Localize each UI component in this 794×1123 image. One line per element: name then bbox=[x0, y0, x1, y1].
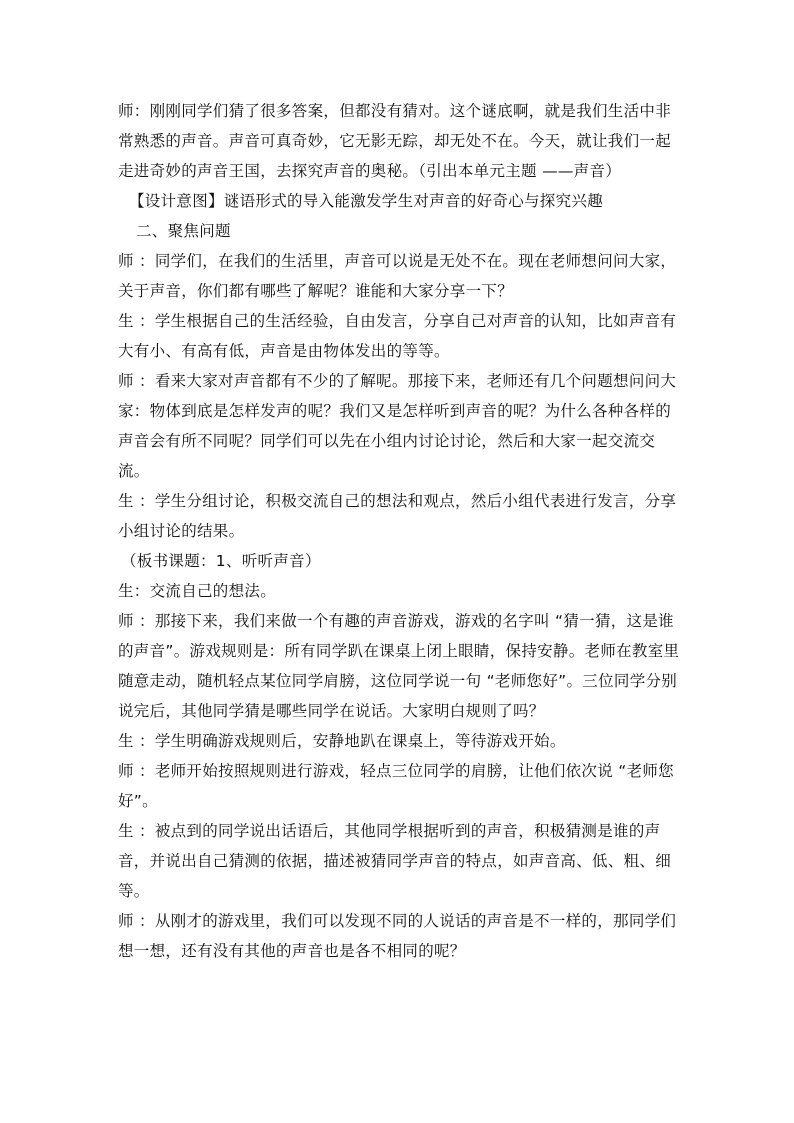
paragraph-teacher-question: 师 ：同学们，在我们的生活里，声音可以说是无处不在。现在老师想问问大家，关于声音，你们都有哪些了解呢？谁能和大家分享一下？ bbox=[118, 252, 677, 300]
section-heading-focus-questions: 二、聚焦问题 bbox=[136, 222, 231, 240]
paragraph-student-group: 生 ：学生分组讨论，积极交流自己的想法和观点，然后小组代表进行发言，分享小组讨论的结果。 bbox=[118, 492, 677, 540]
paragraph-student-share: 生 ：学生根据自己的生活经验，自由发言，分享自己对声音的认知，比如声音有大有小、有高有低，声音是由物体发出的等等。 bbox=[118, 312, 677, 360]
paragraph-teacher-game: 师 ：那接下来，我们来做一个有趣的声音游戏，游戏的名字叫 “猜一猜，这是谁的声音”。游戏规则是：所有同学趴在课桌上闭上眼睛，保持安静。老师在教室里随意走动，随机轻点某位同学肩膀，这位同学说一句 “老师您好”。三位同学分别说完后，其他同学猜是哪些同学在说话。大家明白规则了吗？ bbox=[118, 612, 680, 720]
paragraph-design-intent: 【设计意图】谜语形式的导入能激发学生对声音的好奇心与探究兴趣 bbox=[129, 192, 604, 210]
document-body bbox=[118, 96, 683, 966]
paragraph-student-ready: 生 ：学生明确游戏规则后，安静地趴在课桌上，等待游戏开始。 bbox=[118, 732, 566, 750]
paragraph-board-title: （板书课题：1、听听声音） bbox=[121, 552, 321, 570]
paragraph-teacher-discussion: 师 ：看来大家对声音都有不少的了解呢。那接下来，老师还有几个问题想问问大家：物体到底是怎样发声的呢？我们又是怎样听到声音的呢？为什么各种各样的声音会有所不同呢？同学们可以先在小组内讨论讨论，然后和大家一起交流交流。 bbox=[118, 372, 677, 480]
paragraph-student-exchange: 生：交流自己的想法。 bbox=[118, 582, 277, 600]
paragraph-student-guess: 生 ：被点到的同学说出话语后，其他同学根据听到的声音，积极猜测是谁的声音，并说出自己猜测的依据，描述被猜同学声音的特点，如声音高、低、粗、细等。 bbox=[118, 822, 672, 900]
paragraph-teacher-play: 师 ：老师开始按照规则进行游戏，轻点三位同学的肩膀，让他们依次说 “老师您好”。 bbox=[118, 762, 674, 810]
paragraph-teacher-intro: 师：刚刚同学们猜了很多答案，但都没有猜对。这个谜底啊，就是我们生活中非常熟悉的声音。声音可真奇妙，它无影无踪，却无处不在。今天，就让我们一起走进奇妙的声音王国，去探究声音的奥秘。（引出本单元主题 ——声音） bbox=[118, 102, 672, 180]
paragraph-teacher-conclusion: 师 ：从刚才的游戏里，我们可以发现不同的人说话的声音是不一样的，那同学们想一想，还有没有其他的声音也是各不相同的呢？ bbox=[118, 912, 677, 960]
